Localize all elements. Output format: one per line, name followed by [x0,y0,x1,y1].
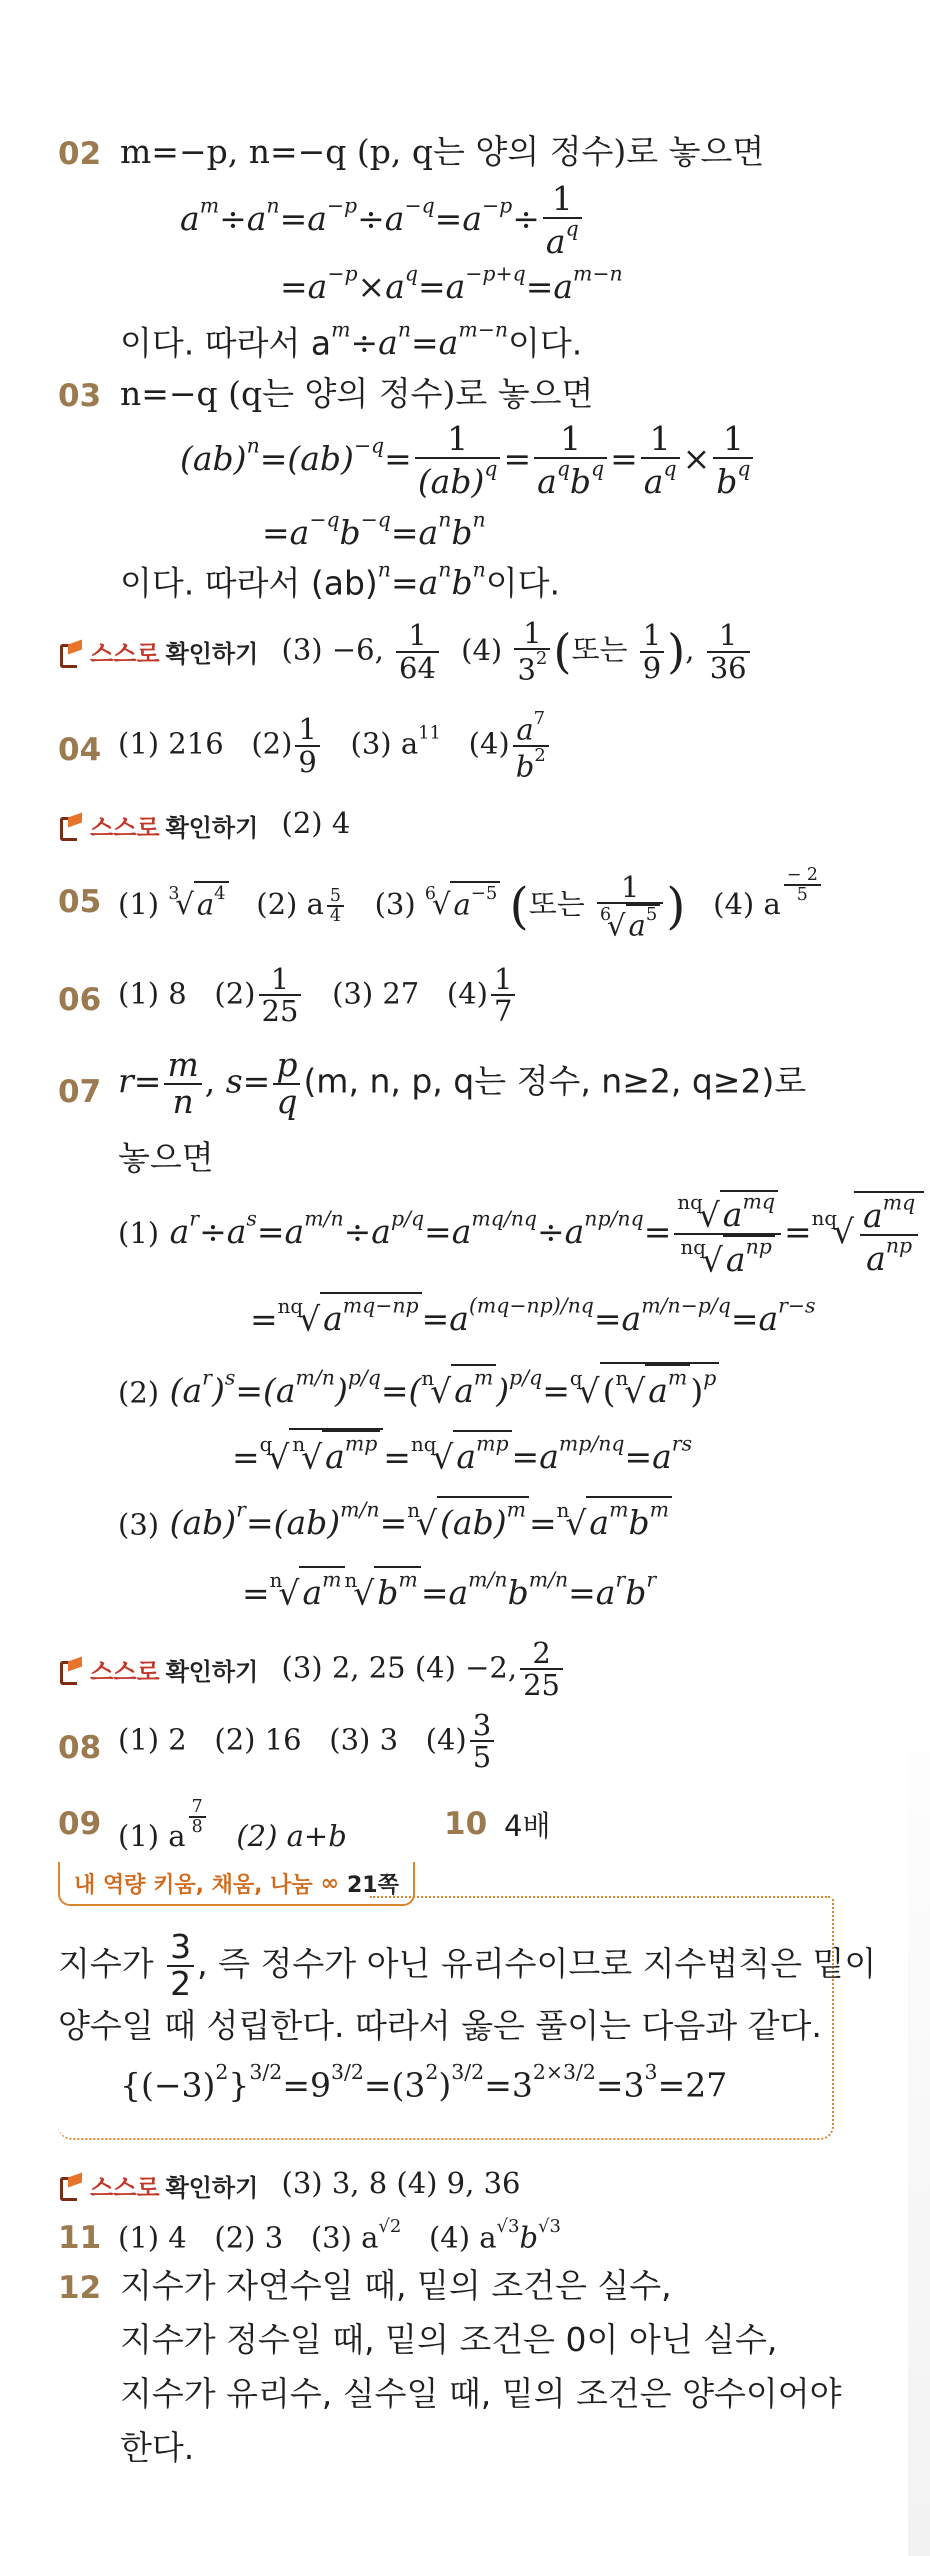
p02-line4: 이다. 따라서 $a^m\div a^n=a^{m-n}$이다. [120,318,583,363]
problem-number-11: 11 [58,2220,102,2256]
p02-eq1: $a^m\div a^n=a^{-p}\div a^{-q}=a^{-p}\div$ $\frac{1}{a^q}$ [180,182,585,260]
p12-line2: 지수가 정수일 때, 밑의 조건은 0이 아닌 실수, [120,2320,778,2359]
problem-number-12: 12 [58,2270,102,2306]
p02-eq2: $=a^{-p}\times a^q=a^{-p+q}=a^{m-n}$ [280,262,623,307]
self-check-1: 스스로 확인하기 (3) −6, $\frac{1}{64}$ (4) $\frac{1}{3^2}$ (또는 $\frac{1}{9}$ ), $\frac{1}{36}$ [58,618,753,685]
section-banner: 내 역량 키움, 채움, 나눔 ∞ 21쪽 [58,1862,415,1906]
p03-eq2: $=a^{-q}b^{-q}=a^nb^n$ [262,508,486,553]
box-eq: $\{(-3)^2\}^{3/2}=9^{3/2}=(3^2)^{3/2}=3^{2\times 3/2}=3^3=27$ [120,2060,728,2105]
page-edge-shadow [908,1650,930,2556]
p12-line4: 한다. [120,2428,195,2467]
problem-number-04: 04 [58,732,102,768]
p10-answer: 4배 [504,1809,551,1843]
p05-answers: (1) $^3$√ $a^4$ (2) a $\frac{5}{4}$ (3) $^6$√ $a^{-5}$ (또는 $\frac{1}{^6√ a^5}$ ) (4) a $\frac{- 2}{5}$ [118,866,824,941]
problem-number-08: 08 [58,1730,102,1766]
p08-answers: (1) 2 (2) 16 (3) 3 (4) $\frac{3}{5}$ [118,1710,497,1773]
p09-answers: (1) a $\frac{7}{8}$ (2) a+b [118,1797,347,1854]
p07-eq6: $=^n√a^m$ $^n√b^m=a^{m/n}b^{m/n}=a^rb^r$ [242,1568,657,1613]
p06-answers: (1) 8 (2) $\frac{1}{25}$ (3) 27 (4) $\frac{1}{7}$ [118,964,518,1027]
check-pencil-icon [58,813,84,837]
problem-number-06: 06 [58,982,102,1018]
check-pencil-icon [58,2173,84,2197]
p07-line1: r= $\frac{m}{n}$ , s= $\frac{p}{q}$ (m, n, p, q는 정수, n≥2, q≥2)로 [118,1045,807,1121]
p11-answers: (1) 4 (2) 3 (3) $a^{√2}$ (4) $a^{√3}b^{√3}$ [118,2216,561,2255]
p03-eq1: (ab)$^n$=(ab)$^{-q}$= $\frac{1}{(ab)^q}$ = $\frac{1}{a^qb^q}$ = $\frac{1}{a^q}$ × $\frac{1}{b^q}$ [180,422,756,500]
self-check-label: 스스로 확인하기 [58,2168,258,2203]
self-check-2: 스스로 확인하기 (2) 4 [58,806,350,843]
check-pencil-icon [58,640,84,664]
p07-eq3: (2) $(a^r)^s=(a^{m/n})^{p/q}=(^n√a^m)^{p/q}=^q√(^n√a^m)^p$ [118,1362,719,1411]
p07-eq4: =$^q$√ $^n√a^{mp} =^{nq}√a^{mp}=a^{mp/nq}=a^{rs}$ [232,1428,692,1477]
p03-line4: 이다. 따라서 $(ab)^n=a^nb^n$이다. [120,558,560,603]
p07-eq5: (3) $(ab)^r=(ab)^{m/n}=^n√(ab)^m=^n√a^mb^m$ [118,1496,672,1543]
self-check-4: 스스로 확인하기 (3) 3, 8 (4) 9, 36 [58,2166,520,2203]
problem-number-07: 07 [58,1074,102,1110]
check-pencil-icon [58,1657,84,1681]
problem-number-05: 05 [58,884,102,920]
self-check-label: 스스로 확인하기 [58,808,258,843]
p03-line1: n=−q (q는 양의 정수)로 놓으면 [120,374,594,413]
p12-line1: 지수가 자연수일 때, 밑의 조건은 실수, [120,2266,672,2305]
problem-number-03: 03 [58,378,102,414]
problem-number-09: 09 [58,1806,102,1842]
p07-eq1: (1) $a^r\div a^s=a^{m/n}\div a^{p/q}=a^{mq/nq}\div a^{np/nq}=$ $\frac{^{nq}√a^{mq}}{^{nq}√a^{np}}$ =$^{nq}$√ $\frac{a^{mq}}{a^{np}}$ [118,1190,924,1278]
self-check-3: 스스로 확인하기 (3) 2, 25 (4) −2, $\frac{2}{25}$ [58,1638,566,1701]
problem-number-02: 02 [58,136,102,172]
box-line1: 지수가 $\frac{3}{2}$ , 즉 정수가 아닌 유리수이므로 지수법칙은 밑이 [58,1927,877,2003]
self-check-label: 스스로 확인하기 [58,634,258,669]
self-check-label: 스스로 확인하기 [58,1652,258,1687]
p02-line1: m=−p, n=−q (p, q는 양의 정수)로 놓으면 [120,132,765,171]
p12-line3: 지수가 유리수, 실수일 때, 밑의 조건은 양수이어야 [120,2374,842,2413]
p07-eq2: $=^{nq}√a^{mq-np}=a^{(mq-np)/nq}=a^{m/n-p/q}=a^{r-s}$ [250,1294,816,1339]
link-icon: ∞ [320,1870,339,1896]
box-line2: 양수일 때 성립한다. 따라서 옳은 풀이는 다음과 같다. [58,2006,822,2045]
problem-number-10: 10 [444,1806,488,1842]
p04-answers: (1) 216 (2) $\frac{1}{9}$ (3) $a^{11}$ (4) $\frac{a^7}{b^2}$ [118,710,552,781]
p07-line2: 놓으면 [118,1138,214,1177]
